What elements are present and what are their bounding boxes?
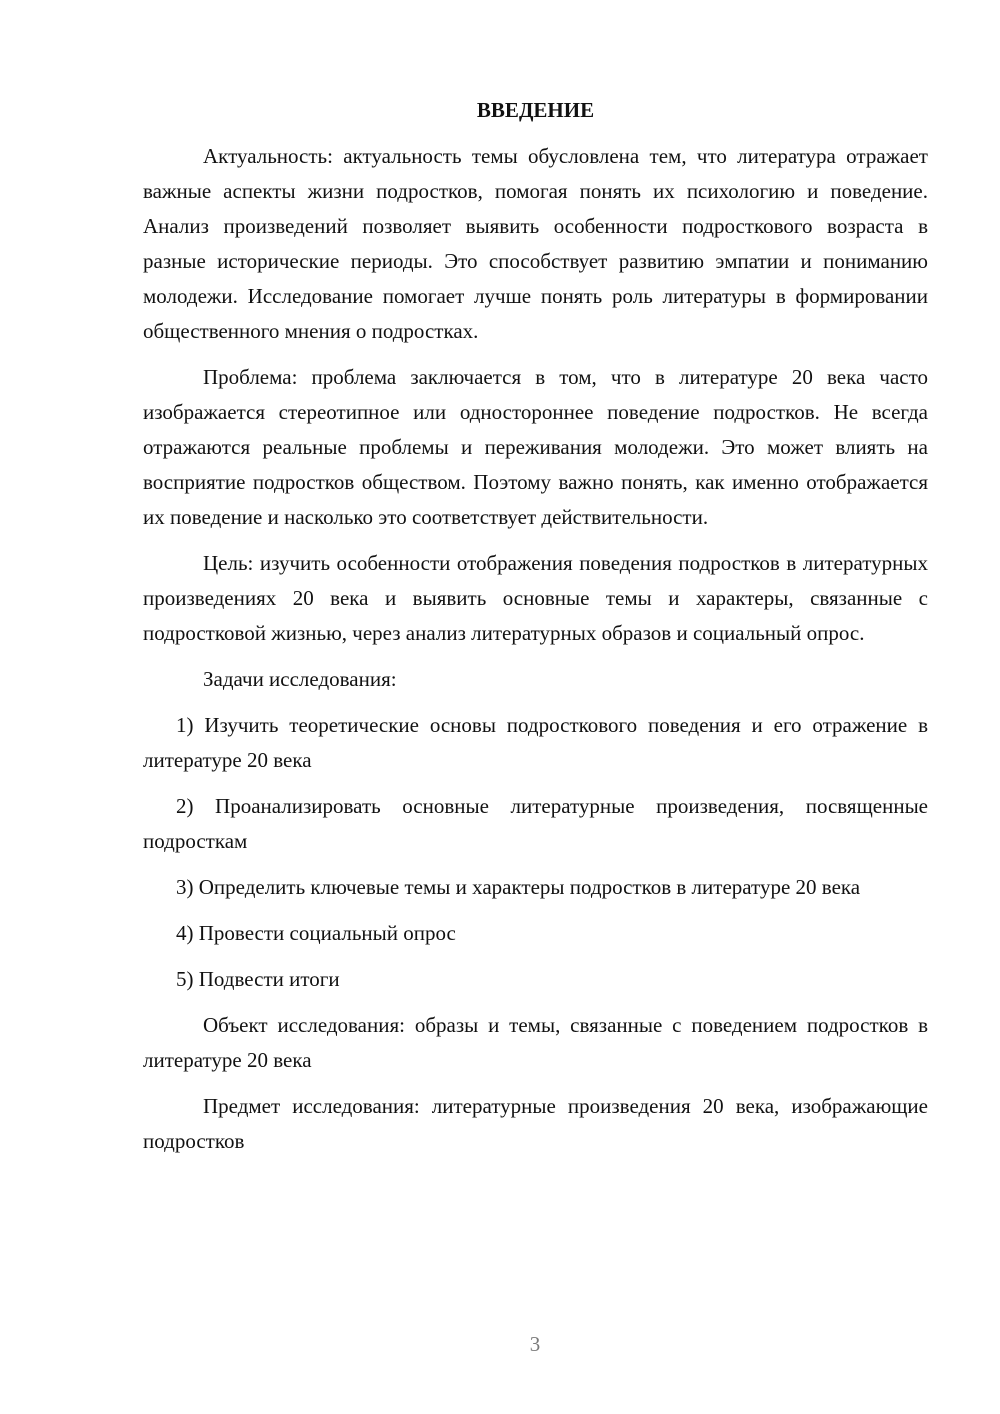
- object-paragraph: Объект исследования: образы и темы, связанные с поведением подростков в литературе 20 века: [143, 1013, 928, 1072]
- document-page: [143, 93, 928, 1170]
- task-item-5: 5) Подвести итоги: [176, 967, 340, 991]
- task-item-4: 4) Провести социальный опрос: [176, 921, 456, 945]
- relevance-paragraph: Актуальность: актуальность темы обусловлена тем, что литература отражает важные аспекты жизни подростков, помогая понять их психологию и поведение. Анализ произведений позволяет выявить особенности подросткового возраста в разные исторические периоды. Это способствует развитию эмпатии и пониманию молодежи. Исследование помогает лучше понять роль литературы в формировании общественного мнения о подростках.: [143, 144, 928, 343]
- tasks-heading: Задачи исследования:: [203, 667, 397, 691]
- problem-paragraph: Проблема: проблема заключается в том, что в литературе 20 века часто изображается стереотипное или одностороннее поведение подростков. Не всегда отражаются реальные проблемы и переживания молодежи. Это может влиять на восприятие подростков обществом. Поэтому важно понять, как именно отображается их поведение и насколько это соответствует действительности.: [143, 365, 928, 529]
- task-item-1: 1) Изучить теоретические основы подросткового поведения и его отражение в литературе 20 века: [143, 713, 928, 772]
- subject-paragraph: Предмет исследования: литературные произведения 20 века, изображающие подростков: [143, 1094, 928, 1153]
- goal-paragraph: Цель: изучить особенности отображения поведения подростков в литературных произведениях 20 века и выявить основные темы и характеры, связанные с подростковой жизнью, через анализ литературных образов и социальный опрос.: [143, 551, 928, 645]
- task-item-3: 3) Определить ключевые темы и характеры подростков в литературе 20 века: [176, 875, 861, 899]
- section-title: ВВЕДЕНИЕ: [476, 98, 595, 122]
- page-number: 3: [529, 1332, 541, 1356]
- task-item-2: 2) Проанализировать основные литературные произведения, посвященные подросткам: [143, 794, 928, 853]
